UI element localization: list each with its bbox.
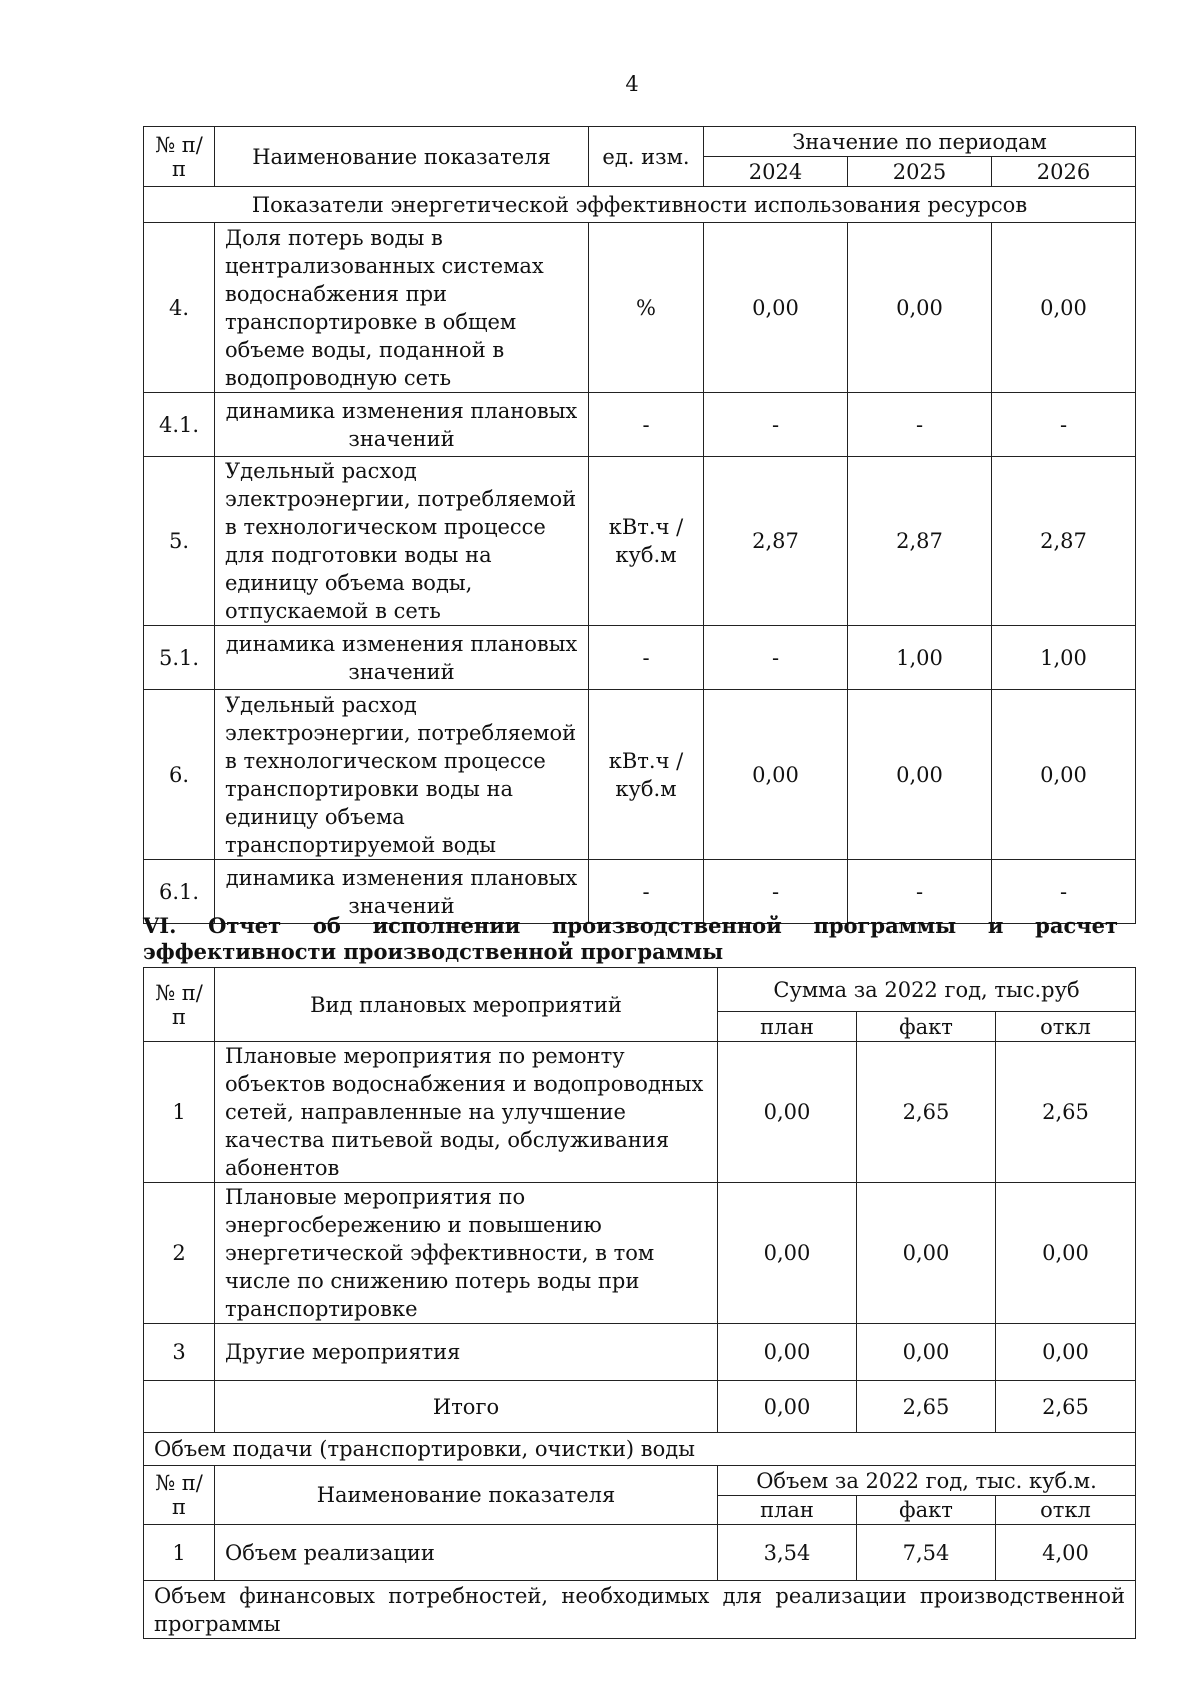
- header-year: 2024: [704, 157, 848, 187]
- row-value: -: [848, 393, 992, 457]
- section-vi-title: VI. Отчет об исполнении производственной программы и расчет эффективности производственной программы: [143, 913, 1118, 964]
- row-value: 2,65: [857, 1381, 996, 1433]
- row-value: 3,54: [718, 1525, 857, 1581]
- table-row: [144, 690, 1136, 860]
- header-year: 2026: [992, 157, 1136, 187]
- section-row: Показатели энергетической эффективности использования ресурсов: [144, 187, 1136, 223]
- row-value: -: [704, 393, 848, 457]
- table-row: [144, 1183, 1136, 1324]
- row-value: -: [848, 860, 992, 924]
- row-unit: -: [589, 860, 704, 924]
- row-value: 0,00: [718, 1042, 857, 1183]
- header-periods: Значение по периодам: [704, 127, 1136, 157]
- row-num: 5.1.: [144, 626, 215, 690]
- row-value: 2,65: [857, 1042, 996, 1183]
- row-value: 2,87: [704, 457, 848, 626]
- row-num: 3: [144, 1324, 215, 1381]
- row-value: 0,00: [704, 223, 848, 393]
- row-unit: %: [589, 223, 704, 393]
- row-num: 2: [144, 1183, 215, 1324]
- row-value: 0,00: [848, 690, 992, 860]
- header-name: Наименование показателя: [215, 127, 589, 187]
- row-value: 0,00: [848, 223, 992, 393]
- row-value: 0,00: [718, 1381, 857, 1433]
- row-num: 6.: [144, 690, 215, 860]
- row-unit: кВт.ч / куб.м: [589, 457, 704, 626]
- row-value: -: [704, 860, 848, 924]
- header-col: план: [718, 1012, 857, 1042]
- row-name: Плановые мероприятия по ремонту объектов водоснабжения и водопроводных сетей, направленные на улучшение качества питьевой воды, обслуживания абонентов: [215, 1042, 718, 1183]
- table-row: [144, 1525, 1136, 1581]
- row-value: 0,00: [996, 1324, 1136, 1381]
- row-num: 6.1.: [144, 860, 215, 924]
- header-col: откл: [996, 1496, 1136, 1525]
- performance-indicators-table: [143, 126, 1136, 924]
- row-value: -: [704, 626, 848, 690]
- header-sum: Объем за 2022 год, тыс. куб.м.: [718, 1466, 1136, 1496]
- row-name: динамика изменения плановых значений: [215, 626, 589, 690]
- total-label: Итого: [215, 1381, 718, 1433]
- row-value: 0,00: [704, 690, 848, 860]
- row-num: 1: [144, 1042, 215, 1183]
- row-name: Удельный расход электроэнергии, потребляемой в технологическом процессе для подготовки воды на единицу объема воды, отпускаемой в сеть: [215, 457, 589, 626]
- row-num: 5.: [144, 457, 215, 626]
- header-col: откл: [996, 1012, 1136, 1042]
- header-unit: ед. изм.: [589, 127, 704, 187]
- table-row: [144, 457, 1136, 626]
- row-value: -: [992, 393, 1136, 457]
- header-num: № п/п: [144, 968, 215, 1042]
- table-row: [144, 1324, 1136, 1381]
- row-value: 2,65: [996, 1381, 1136, 1433]
- header-col: факт: [857, 1496, 996, 1525]
- header-num: № п/п: [144, 127, 215, 187]
- row-value: 7,54: [857, 1525, 996, 1581]
- row-value: 0,00: [718, 1324, 857, 1381]
- row-value: 2,65: [996, 1042, 1136, 1183]
- header-name: Вид плановых мероприятий: [215, 968, 718, 1042]
- row-value: -: [992, 860, 1136, 924]
- row-name: Плановые мероприятия по энергосбережению и повышению энергетической эффективности, в том числе по снижению потерь воды при транспортировке: [215, 1183, 718, 1324]
- header-name: Наименование показателя: [215, 1466, 718, 1525]
- total-row: [144, 1381, 1136, 1433]
- row-unit: -: [589, 626, 704, 690]
- row-name: Доля потерь воды в централизованных системах водоснабжения при транспортировке в общем объеме воды, поданной в водопроводную сеть: [215, 223, 589, 393]
- header-col: факт: [857, 1012, 996, 1042]
- row-value: 2,87: [992, 457, 1136, 626]
- table-row: [144, 223, 1136, 393]
- program-report-table: [143, 967, 1136, 1639]
- row-name: Другие мероприятия: [215, 1324, 718, 1381]
- row-num: 1: [144, 1525, 215, 1581]
- row-value: 0,00: [992, 690, 1136, 860]
- header-num: № п/п: [144, 1466, 215, 1525]
- row-value: 4,00: [996, 1525, 1136, 1581]
- row-value: 0,00: [857, 1324, 996, 1381]
- row-num: [144, 1381, 215, 1433]
- row-num: 4.1.: [144, 393, 215, 457]
- row-value: 1,00: [992, 626, 1136, 690]
- row-name: динамика изменения плановых значений: [215, 393, 589, 457]
- row-unit: -: [589, 393, 704, 457]
- volume-section-row: Объем подачи (транспортировки, очистки) воды: [144, 1433, 1136, 1466]
- table-row: [144, 1042, 1136, 1183]
- header-col: план: [718, 1496, 857, 1525]
- row-name: динамика изменения плановых значений: [215, 860, 589, 924]
- row-name: Объем реализации: [215, 1525, 718, 1581]
- header-sum: Сумма за 2022 год, тыс.руб: [718, 968, 1136, 1012]
- table-row: [144, 393, 1136, 457]
- row-name: Удельный расход электроэнергии, потребляемой в технологическом процессе транспортировки воды на единицу объема транспортируемой воды: [215, 690, 589, 860]
- header-year: 2025: [848, 157, 992, 187]
- table-row: [144, 626, 1136, 690]
- financial-section-row: Объем финансовых потребностей, необходимых для реализации производственной программы: [144, 1581, 1136, 1639]
- row-num: 4.: [144, 223, 215, 393]
- row-value: 0,00: [857, 1183, 996, 1324]
- page-number: 4: [625, 72, 639, 96]
- row-value: 0,00: [996, 1183, 1136, 1324]
- row-value: 0,00: [718, 1183, 857, 1324]
- row-value: 2,87: [848, 457, 992, 626]
- row-value: 0,00: [992, 223, 1136, 393]
- row-unit: кВт.ч / куб.м: [589, 690, 704, 860]
- row-value: 1,00: [848, 626, 992, 690]
